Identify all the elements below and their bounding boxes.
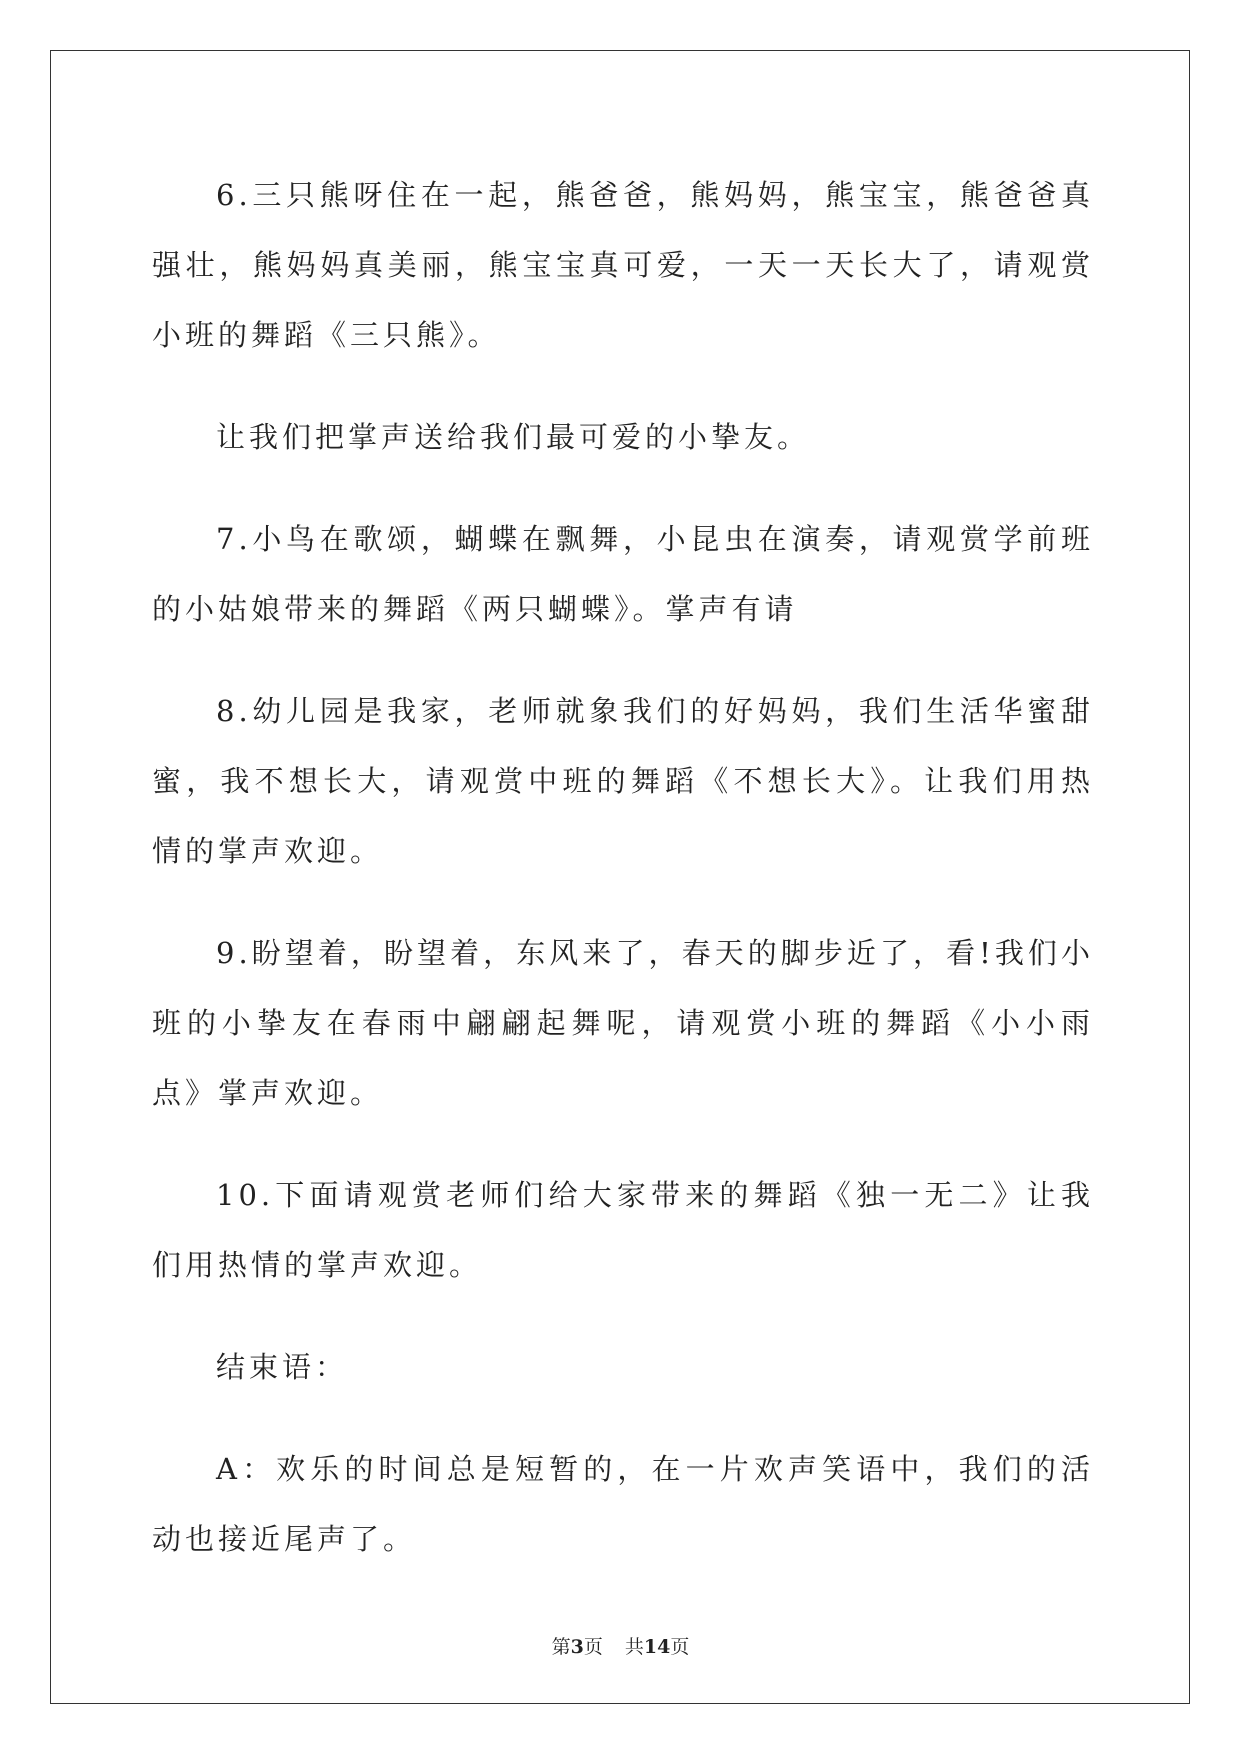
page-suffix: 页 [583, 1636, 603, 1658]
total-suffix: 页 [670, 1636, 690, 1658]
total-prefix: 共 [624, 1636, 644, 1658]
total-pages: 14 [643, 1636, 671, 1658]
page-prefix: 第 [551, 1636, 571, 1658]
paragraph-applause: 让我们把掌声送给我们最可爱的小挚友。 [216, 420, 811, 454]
paragraph-8: 8.幼儿园是我家，老师就象我们的好妈妈，我们生活华蜜甜蜜，我不想长大，请观赏中班的舞蹈《不想长大》。让我们用热情的掌声欢迎。 [152, 694, 1094, 868]
page-number: 3 [570, 1636, 584, 1658]
paragraph-7: 7.小鸟在歌颂，蝴蝶在飘舞，小昆虫在演奏，请观赏学前班的小姑娘带来的舞蹈《两只蝴蝶》。掌声有请 [152, 522, 1094, 626]
closing-paragraph-a: A：欢乐的时间总是短暂的，在一片欢声笑语中，我们的活动也接近尾声了。 [152, 1452, 1094, 1556]
document-body [152, 160, 1094, 1606]
page-footer [0, 1632, 1241, 1659]
paragraph-6: 6.三只熊呀住在一起，熊爸爸，熊妈妈，熊宝宝，熊爸爸真强壮，熊妈妈真美丽，熊宝宝真可爱，一天一天长大了，请观赏小班的舞蹈《三只熊》。 [152, 178, 1094, 352]
paragraph-10: 10.下面请观赏老师们给大家带来的舞蹈《独一无二》让我们用热情的掌声欢迎。 [152, 1178, 1094, 1282]
closing-heading: 结束语： [216, 1350, 349, 1384]
paragraph-9: 9.盼望着，盼望着，东风来了，春天的脚步近了，看!我们小班的小挚友在春雨中翩翩起舞呢，请观赏小班的舞蹈《小小雨点》掌声欢迎。 [152, 936, 1094, 1110]
